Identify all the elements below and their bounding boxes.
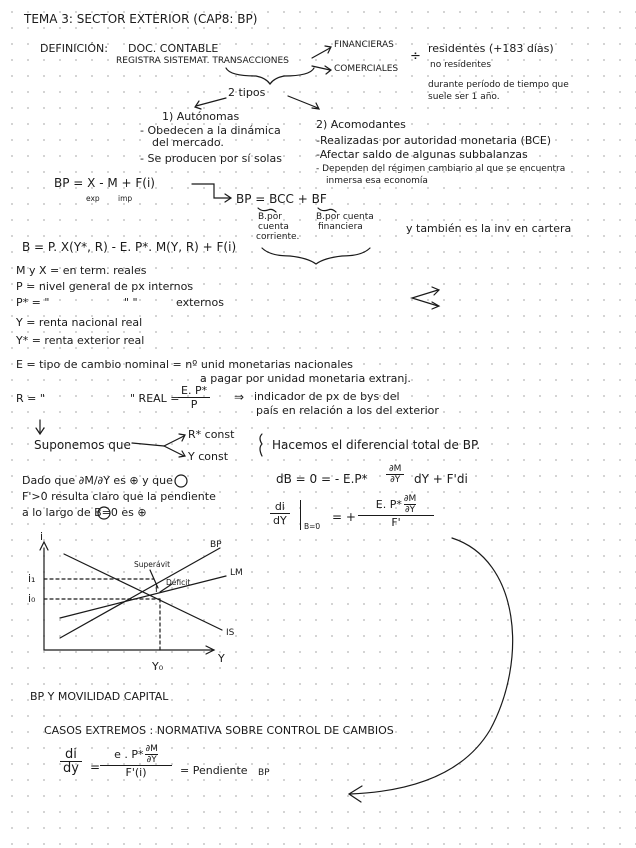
rhs-partial-num: ∂M [403,494,417,504]
final-bp: BP [258,768,270,778]
autonomas-l2: del mercado. [152,136,224,149]
arrow-autonomas [196,98,226,106]
autonomas-l3: - Se producen por sí solas [140,152,282,165]
r-const: R* const [188,428,235,441]
suponemos-label: Suponemos que [34,438,131,452]
rhs-n1: E. P* [375,498,402,511]
definition-line1: DOC. CONTABLE [128,42,219,55]
def-pstar-ditto: " " [124,296,138,309]
b0-subscript: B=0 [304,522,321,531]
def-pstar: P* = " [16,296,50,309]
differential-partial [386,464,404,485]
def-y: Y = renta nacional real [16,316,143,329]
def-ystar: Y* = renta exterior real [16,334,145,347]
acomodantes-l3: - Dependen del régimen cambiario al que se encuentra [316,164,566,174]
bf-note-1: B.por cuenta [316,212,374,222]
slope-eq: = + [332,510,356,524]
rhs-partial-den: ∂Y [404,505,416,515]
dado-l2: F'>0 resulta claro que la pendiente [22,490,216,503]
chart-y0: Y₀ [152,660,164,673]
slope-fraction [270,500,290,527]
differential-tail: dY + F'di [414,472,468,486]
page-title: TEMA 3: SECTOR EXTERIOR (CAP8: BP) [24,12,258,26]
def-r-label: R = " [16,392,45,405]
final-rest: = Pendiente [180,764,248,777]
final-lhs-fraction [60,748,82,775]
final-di: di [65,747,77,762]
bp-equation: BP = X - M + F(i) [54,176,155,190]
final-partial-den: ∂Y [146,755,157,765]
no-residents-text: no residentes [430,60,492,70]
definition-label: DEFINICIÓN: [40,42,108,55]
definition-line2: REGISTRA SISTEMAT. TRANSACCIONES [116,56,289,66]
def-pstar-ext: externos [176,296,224,309]
chart-deficit: Déficit [166,578,191,587]
big-curved-arrow [350,538,513,794]
autonomas-l1: - Obedecen a la dinámica [140,124,281,137]
final-partial-num: ∂M [145,744,158,754]
lm-line [60,576,226,618]
b-equation: B = P. X(Y*, R) - E. P*. M(Y, R) + F(i) [22,240,237,254]
period-line1: durante período de tiempo que [428,80,569,90]
bp-lm-is-chart [40,542,226,654]
dado-l1: Dado que ∂M/∂Y es ⊕ y que [22,474,173,487]
acomodantes-l1: -Realizadas por autoridad monetaria (BCE) [316,134,552,147]
chart-is-label: IS [226,628,235,638]
acomodantes-l2: -Afectar saldo de algunas subbalanzas [316,148,528,161]
final-dy: dy [63,761,79,776]
acomodantes-l4: inmersa esa economía [326,176,428,186]
chart-superavit: Superávit [134,560,171,569]
branch-comerciales: COMERCIALES [334,64,399,74]
brace-transacciones [226,68,314,84]
divide-sign: ÷ [410,49,421,64]
casos-heading: CASOS EXTREMOS : NORMATIVA SOBRE CONTROL DE CAMBIOS [44,724,394,737]
evaluation-bar [300,500,301,530]
arrow-acomodantes [288,96,318,108]
def-r-real: " REAL = [130,392,180,405]
bp-bcc-bf-equation: BP = BCC + BF [236,192,327,206]
differential-lhs: dB = 0 = - E.P* [276,472,368,486]
bf-note-2: financiera [318,222,363,232]
bp-imp-label: imp [118,194,133,203]
chart-i1: i₁ [28,572,36,585]
implies-arrow: ⇒ [234,390,245,404]
def-r-desc1: indicador de px de bys del [254,390,400,403]
autonomas-title: 1) Autónomas [162,110,240,123]
real-exchange-fraction [178,384,210,411]
final-num1: e . P* [114,748,144,761]
def-e-cont: a pagar por unidad monetaria extranj. [200,372,411,385]
dado-l3: a lo largo de B=0 es ⊕ [22,506,147,519]
partial-num: ∂M [389,464,402,474]
def-r-desc2: país en relación a los del exterior [256,404,439,417]
bcc-note-1: B.por [258,212,282,222]
chart-axis-i: i [40,530,44,543]
chart-point: I [155,585,158,595]
slope-rhs-fraction [358,494,434,529]
chart-lm-label: LM [230,568,243,578]
def-m-x: M y X = en term. reales [16,264,147,277]
final-rhs-fraction [100,744,172,779]
chart-axis-y: Y [218,652,225,665]
final-den: F'(i) [125,766,147,779]
bcc-note-2: cuenta [258,222,289,232]
y-const: Y const [188,450,229,463]
chart-i0: i₀ [28,592,36,605]
arrow-financieras [312,48,330,58]
movilidad-heading: BP Y MOVILIDAD CAPITAL [30,690,169,703]
period-line2: suele ser 1 año. [428,92,500,102]
chart-bp-label: BP [210,540,222,550]
real-den: P [190,398,198,411]
def-e: E = tipo de cambio nominal = nº unid monetarias nacionales [16,358,353,371]
dos-tipos: 2 tipos [228,86,266,99]
branch-financieras: FINANCIERAS [334,40,394,50]
slope-num: di [274,500,285,513]
arrow-bp-split [192,184,230,198]
residents-text: residentes (+183 días) [428,42,554,55]
tambien-note: y también es la inv en cartera [406,222,572,235]
rhs-den: F' [391,516,401,529]
final-equals: = [90,760,101,774]
real-num: E. P* [181,384,208,397]
slope-den: dY [273,514,287,527]
brace-bcc [262,248,370,264]
bcc-note-3: corriente. [256,232,300,242]
acomodantes-title: 2) Acomodantes [316,118,406,131]
def-p: P = nivel general de px internos [16,280,194,293]
bp-exp-label: exp [86,194,100,203]
hacemos-text: Hacemos el diferencial total de BP. [272,438,481,452]
partial-den: ∂Y [390,475,401,485]
